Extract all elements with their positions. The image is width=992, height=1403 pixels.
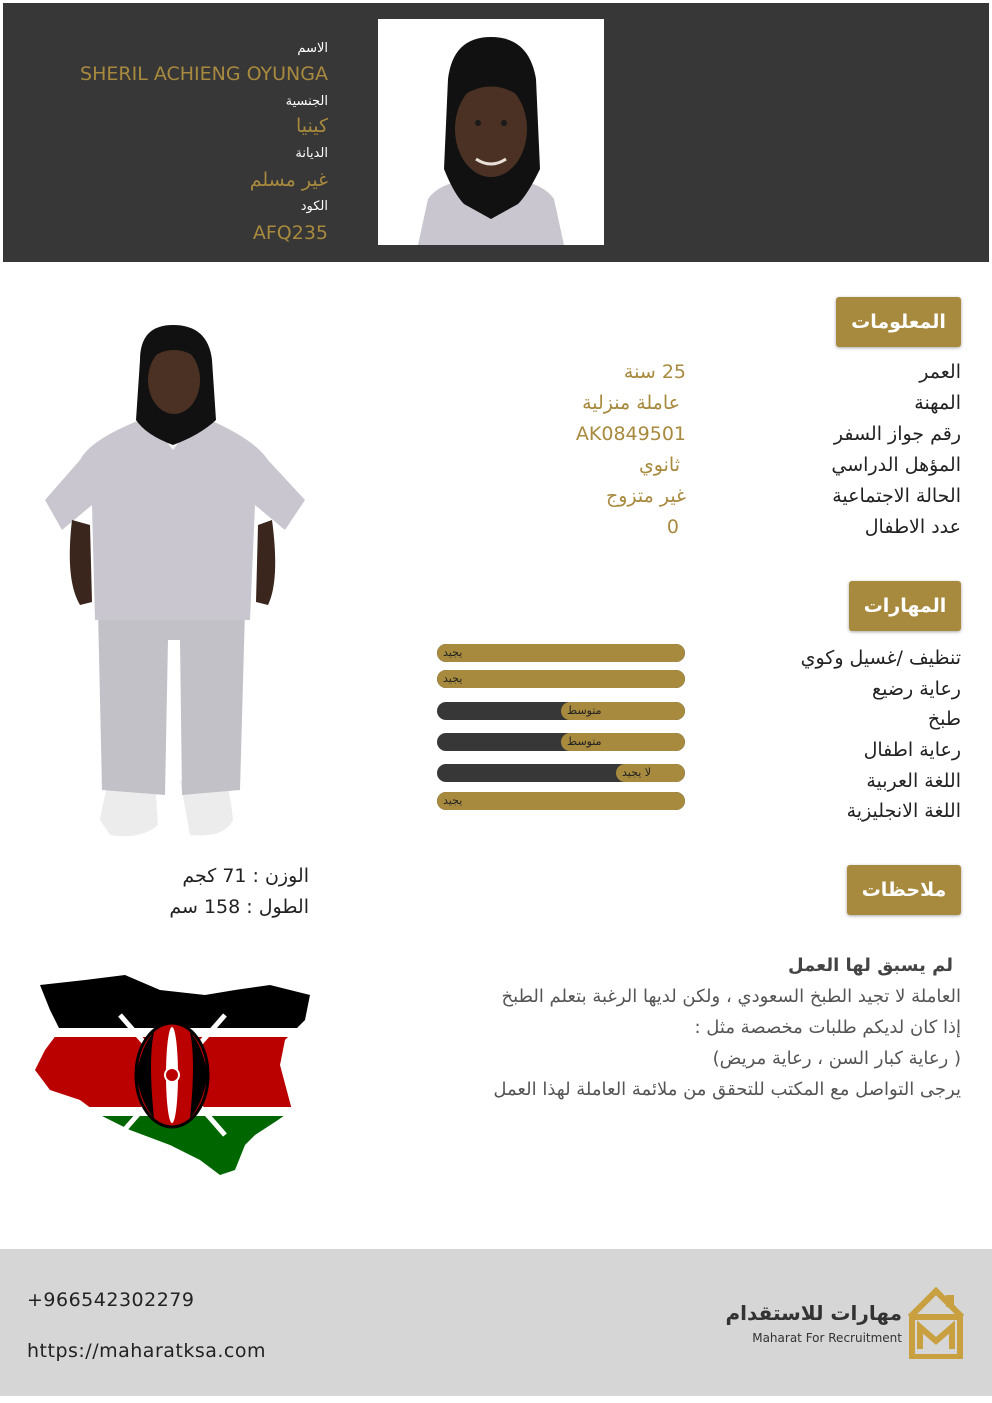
- worker-name: SHERIL ACHIENG OYUNGA: [80, 63, 328, 85]
- portrait-photo: [378, 19, 604, 245]
- info-label-children: عدد الاطفال: [864, 516, 961, 538]
- skill-level-text: لا يجيد: [622, 766, 652, 779]
- skill-level-bar: [437, 670, 685, 688]
- logo-text-ar: مهارات للاستقدام: [725, 1301, 902, 1325]
- note-line-3: ( رعاية كبار السن ، رعاية مريض): [712, 1048, 961, 1069]
- info-value-education: ثانوي: [638, 454, 680, 476]
- website-link[interactable]: https://maharatksa.com: [27, 1340, 267, 1362]
- note-line-1: العاملة لا تجيد الطبخ السعودي ، ولكن لديها الرغبة بتعلم الطبخ: [501, 986, 961, 1007]
- weight-text: الوزن : 71 كجم: [182, 865, 309, 887]
- logo-house-icon: [906, 1287, 966, 1359]
- skills-section-title: المهارات: [849, 581, 961, 631]
- religion-label: الديانة: [295, 146, 328, 161]
- skill-level-text: متوسط: [567, 735, 602, 748]
- kenya-flag-map: [30, 970, 315, 1180]
- skill-level-bar: [437, 792, 685, 810]
- info-value-passport: AK0849501: [575, 423, 686, 445]
- skill-label: رعاية اطفال: [863, 739, 961, 761]
- nationality-value: كينيا: [295, 115, 328, 137]
- note-line-4: يرجى التواصل مع المكتب للتحقق من ملائمة العاملة لهذا العمل: [493, 1079, 961, 1100]
- skill-label: رعاية رضيع: [872, 678, 961, 700]
- skill-level-fill: [437, 670, 685, 688]
- info-value-children: 0: [666, 516, 679, 538]
- info-label-marital: الحالة الاجتماعية: [832, 485, 961, 507]
- religion-value: غير مسلم: [249, 169, 328, 191]
- skill-label: طبخ: [927, 708, 961, 730]
- info-label-passport: رقم جواز السفر: [833, 423, 961, 445]
- info-value-age: 25 سنة: [623, 361, 686, 383]
- skill-label: اللغة الانجليزية: [846, 800, 961, 822]
- info-value-profession: عاملة منزلية: [582, 392, 680, 414]
- full-body-photo: [40, 320, 310, 845]
- logo-text-en: Maharat For Recruitment: [752, 1331, 902, 1345]
- info-label-education: المؤهل الدراسي: [831, 454, 961, 476]
- company-logo: [725, 1287, 968, 1362]
- skill-level-bar: [437, 764, 685, 782]
- skill-level-fill: [437, 792, 685, 810]
- skill-level-fill: [437, 644, 685, 662]
- info-label-age: العمر: [919, 361, 961, 383]
- info-section-title: المعلومات: [836, 297, 961, 347]
- name-label: الاسم: [297, 41, 328, 56]
- notes-heading: لم يسبق لها العمل: [788, 955, 953, 976]
- notes-body: [421, 950, 961, 1105]
- skill-level-bar: [437, 644, 685, 662]
- skill-level-bar: [437, 702, 685, 720]
- code-value: AFQ235: [252, 222, 328, 244]
- notes-section-title: ملاحظات: [847, 865, 961, 915]
- skill-label: اللغة العربية: [866, 770, 961, 792]
- info-label-profession: المهنة: [914, 392, 961, 414]
- nationality-label: الجنسية: [285, 94, 328, 109]
- footer: [0, 1249, 992, 1396]
- skill-level-text: يجيد: [443, 646, 463, 659]
- note-line-2: إذا كان لديكم طلبات مخصصة مثل :: [694, 1017, 961, 1038]
- skill-level-text: يجيد: [443, 794, 463, 807]
- skill-level-bar: [437, 733, 685, 751]
- phone-number[interactable]: +966542302279: [27, 1289, 195, 1311]
- skill-level-text: يجيد: [443, 672, 463, 685]
- info-value-marital: غير متزوج: [605, 485, 686, 507]
- height-text: الطول : 158 سم: [169, 896, 309, 918]
- skill-level-text: متوسط: [567, 704, 602, 717]
- skill-label: تنظيف /غسيل وكوي: [800, 647, 961, 669]
- code-label: الكود: [300, 199, 328, 214]
